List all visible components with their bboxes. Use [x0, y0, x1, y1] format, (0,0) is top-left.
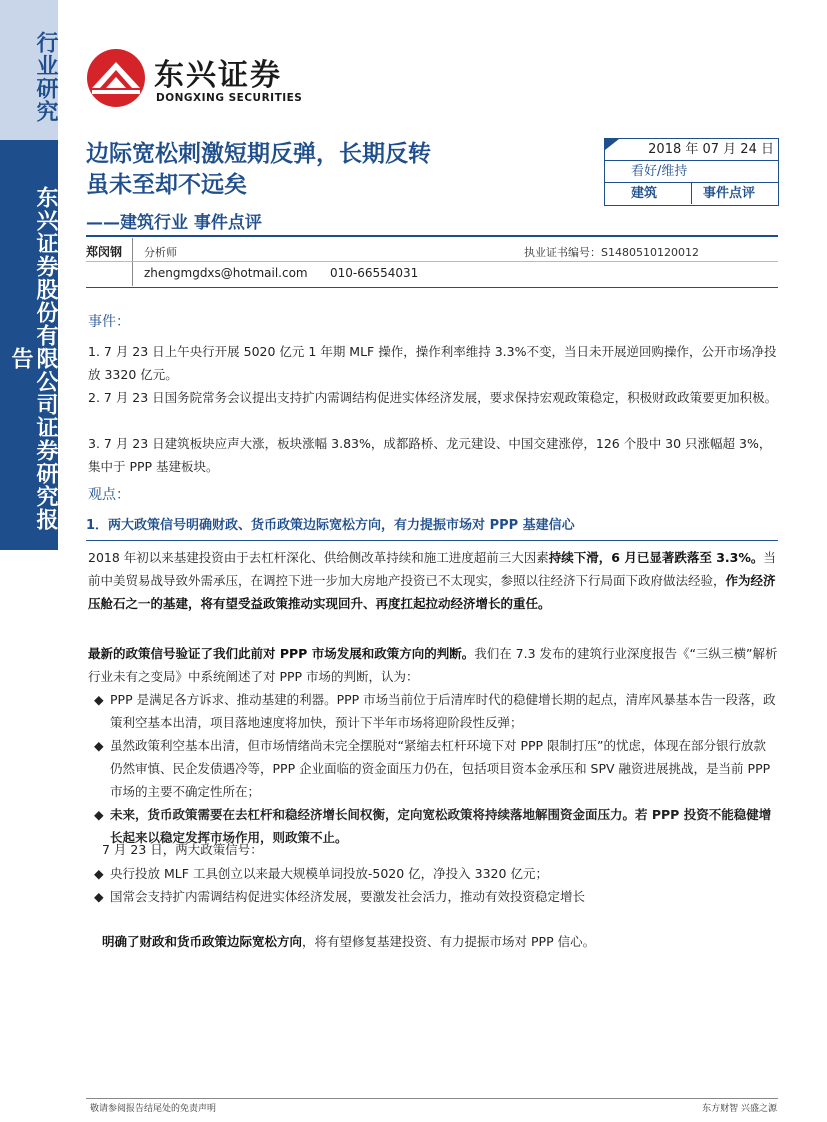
industry-tag: 建筑 [631, 186, 658, 201]
sidebar [0, 0, 58, 1122]
report-date: 2018 年 07 月 24 日 [648, 142, 774, 157]
report-date-row [605, 139, 778, 161]
analyst-email[interactable]: zhengmgdxs@hotmail.com [144, 266, 308, 280]
analyst-phone: 010-66554031 [330, 266, 419, 280]
diamond-bullet-icon: ◆ [94, 889, 104, 904]
conclusion-text: ，将有望修复基建投资、有力提振市场对 PPP 信心。 [302, 934, 596, 949]
list-item [94, 688, 778, 734]
analyst-role: 分析师 [144, 246, 177, 259]
sidebar-category-label: 行业研究 [33, 31, 58, 123]
analyst-name: 郑闵钢 [86, 245, 123, 259]
analyst-divider [132, 238, 133, 286]
event-heading: 事件： [88, 314, 130, 330]
para1-bold-b: 持续下滑，6 月已显著跌落至 3.3%。 [548, 550, 764, 565]
report-rating: 看好/维持 [605, 161, 778, 183]
footer-slogan: 东方财智 兴盛之源 [702, 1104, 777, 1114]
header-rule [86, 235, 778, 237]
report-subtitle: ——建筑行业 事件点评 [86, 213, 262, 233]
para2-bold-a: 最新的政策信号验证了我们此前对 PPP 市场发展和政策方向的判断。 [88, 646, 475, 661]
list-item-text: 虽然政策利空基本出清，但市场情绪尚未完全摆脱对“紧缩去杠杆环境下对 PPP 限制打压”的忧虑，体现在部分银行放款仍然审慎、民企发债遇冷等，PPP 企业面临的资金面压力仍在，包括项目资本金承压和 SPV 融资进展挑战，是当前 PPP 市场的主要不确定性所在； [110, 738, 771, 799]
footer-rule [86, 1098, 778, 1099]
para2-text-b: 我们在 7.3 发布的建筑行业深度报告《“三纵三横”解析行业未有之变局》中系统阐述了对 PPP 市场的判断，认为： [88, 646, 778, 684]
analyst-separator [86, 261, 778, 262]
event-item-2: 2. 7 月 23 日国务院常务会议提出支持扩内需调结构促进实体经济发展，要求保持宏观政策稳定，积极财政政策要更加积极。 [88, 390, 778, 405]
list-item-text: PPP 是满足各方诉求、推动基建的利器。PPP 市场当前位于后清库时代的稳健增长期的起点，清库风暴基本告一段落，政策利空基本出清，项目落地速度将加快，预计下半年市场将迎阶段性反弹； [110, 692, 776, 730]
diamond-bullet-icon: ◆ [94, 738, 104, 753]
report-title [86, 139, 431, 201]
conclusion-bold: 明确了财政和货币政策边际宽松方向 [102, 934, 303, 949]
para1-bold-d: 作为经济压舱石之一的基建，将有望受益政策推动实现回升、再度扛起拉动经济增长的重任。 [88, 573, 776, 611]
report-title-line2: 虽未至却不远矣 [86, 172, 247, 198]
views-heading: 观点： [88, 487, 130, 503]
list-item-text: 国常会支持扩内需调结构促进实体经济发展，要激发社会活力，推动有效投资稳定增长 [110, 889, 586, 904]
conclusion [102, 930, 778, 953]
event-item-3: 3. 7 月 23 日建筑板块应声大涨，板块涨幅 3.83%，成都路桥、龙元建设、中国交建涨停，126 个股中 30 只涨幅超 3%，集中于 PPP 基建板块。 [88, 436, 772, 474]
tag-divider [691, 183, 692, 204]
report-tags-row [605, 183, 778, 205]
report-info-box [604, 138, 779, 206]
list-item [94, 885, 778, 908]
logo-name-cn: 东兴证券 [154, 58, 282, 93]
para1-text-c: 当前中美贸易战导致外需承压，在调控下进一步加大房地产投资已不太现实，参照以往经济下行局面下政府做法经验， [88, 550, 776, 588]
company-logo [86, 46, 336, 110]
list-item [94, 734, 778, 803]
list-item-text: 央行投放 MLF 工具创立以来最大规模单词投放-5020 亿，净投入 3320 亿元； [110, 866, 548, 881]
event-item-1: 1. 7 月 23 日上午央行开展 5020 亿元 1 年期 MLF 操作，操作利率维持 3.3%不变，当日未开展逆回购操作，公开市场净投放 3320 亿元。 [88, 344, 777, 382]
logo-name-en: DONGXING SECURITIES [156, 92, 303, 104]
sidebar-company-label: 东兴证券股份有限公司证券研究报告 [8, 185, 58, 531]
diamond-bullet-icon: ◆ [94, 807, 104, 822]
para1-text-a: 2018 年初以来基建投资由于去杠杆深化、供给侧改革持续和施工进度超前三大因素 [88, 550, 549, 565]
logo-emblem-icon [86, 48, 146, 108]
report-type-tag: 事件点评 [703, 186, 756, 201]
views-subheading: 1．两大政策信号明确财政、货币政策边际宽松方向，有力提振市场对 PPP 基建信心 [86, 518, 575, 533]
diamond-bullet-icon: ◆ [94, 692, 104, 707]
subheading-rule [86, 540, 778, 541]
footer-disclaimer: 敬请参阅报告结尾处的免责声明 [90, 1104, 217, 1114]
analyst-cert-number: 执业证书编号：S1480510120012 [524, 246, 699, 259]
views-paragraph-2 [88, 642, 778, 688]
corner-triangle-icon [605, 139, 619, 150]
analyst-bottom-rule [86, 287, 778, 288]
list-item [94, 862, 778, 885]
list-item-text: 未来，货币政策需要在去杠杆和稳经济增长间权衡，定向宽松政策将持续落地解围资金面压力。若 PPP 投资不能稳健增长起来以稳定发挥市场作用，则政策不止。 [110, 807, 772, 845]
report-title-line1: 边际宽松刺激短期反弹，长期反转 [86, 141, 431, 167]
signals-intro: 7 月 23 日，两大政策信号： [102, 842, 263, 857]
diamond-bullet-icon: ◆ [94, 866, 104, 881]
views-paragraph-1 [88, 546, 778, 615]
